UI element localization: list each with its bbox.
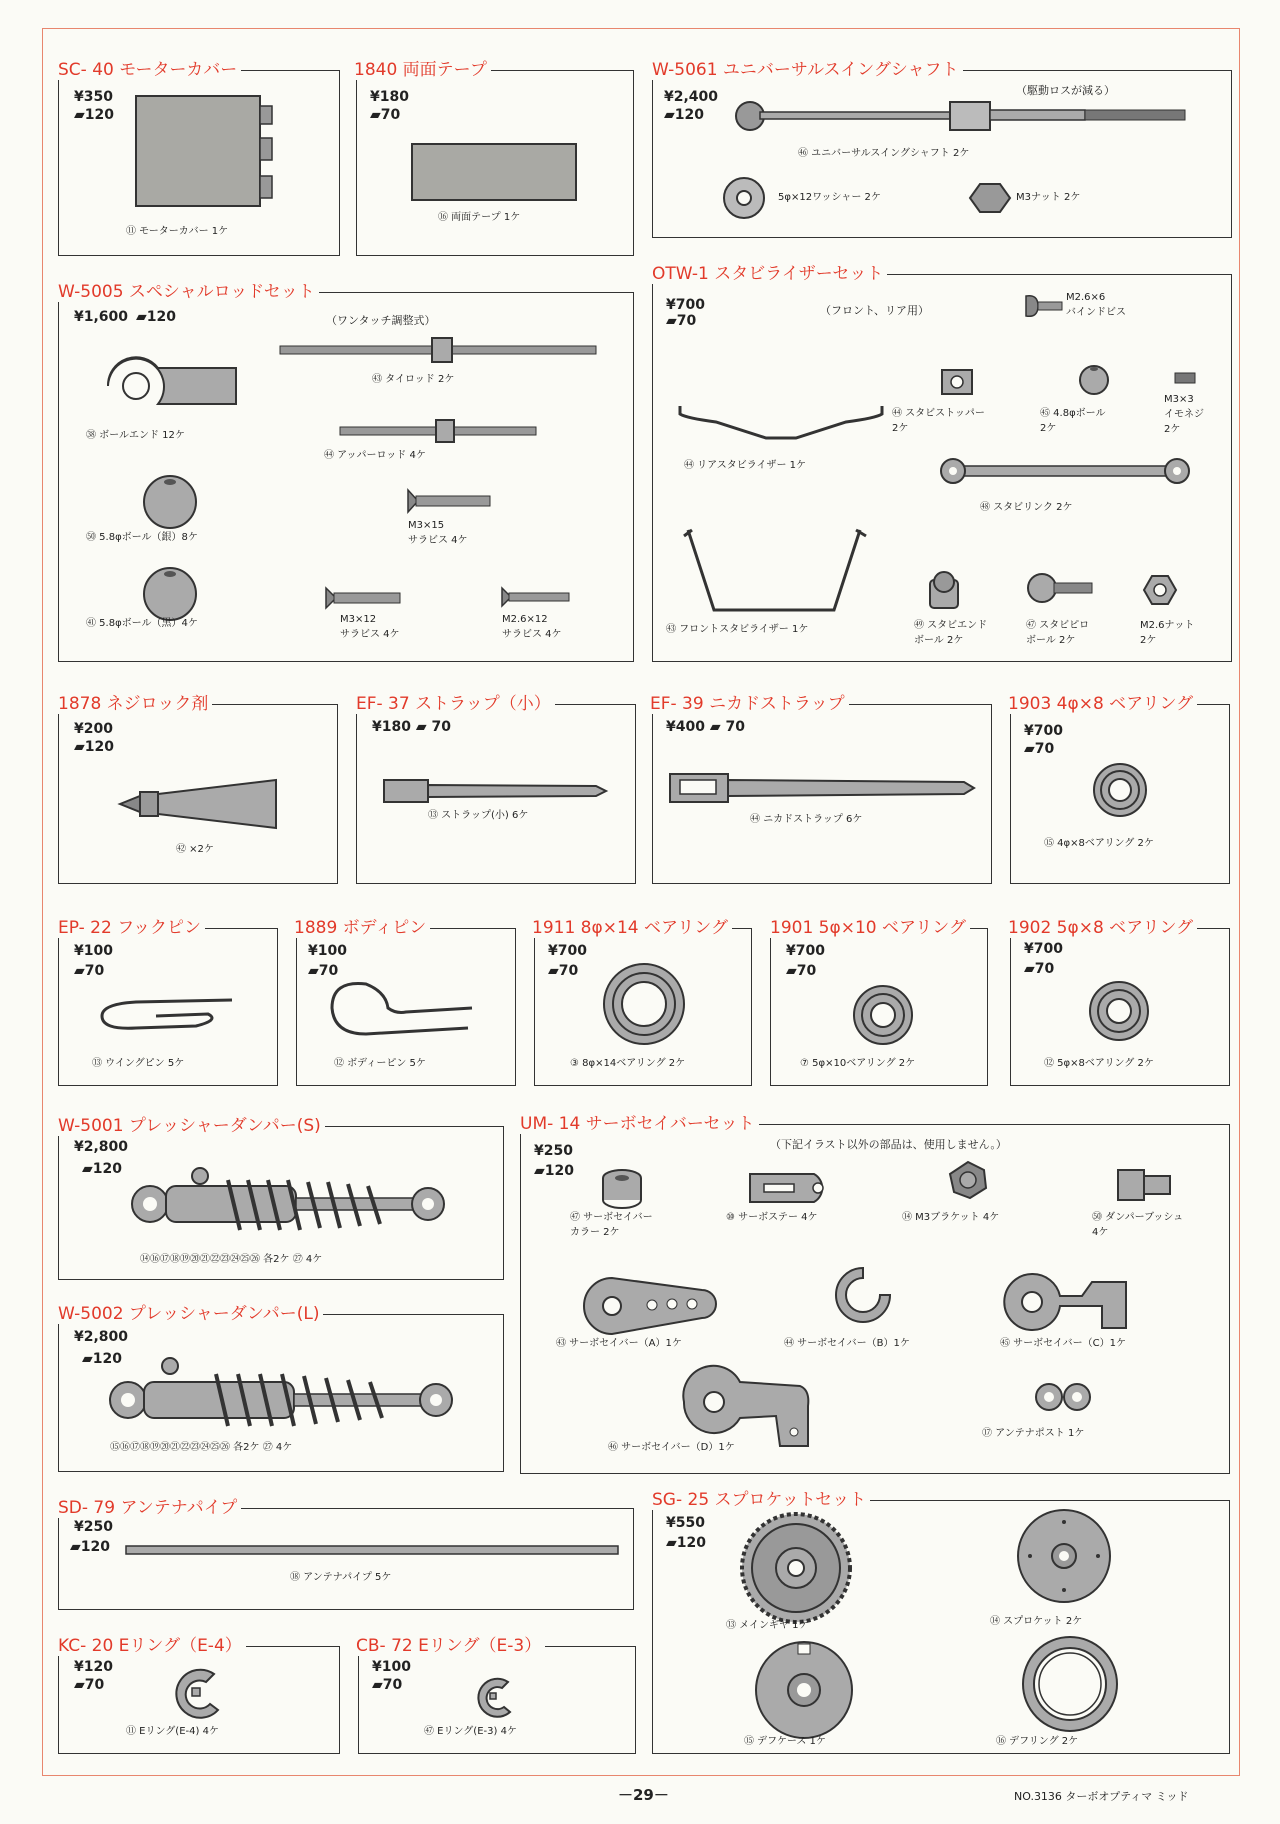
section-1840-title: 1840 両面テープ bbox=[354, 60, 491, 80]
motor-cover-illustration bbox=[130, 92, 280, 212]
points-icon: ▰ bbox=[1024, 961, 1035, 977]
caption: ㊻ ユニバーサルスイングシャフト 2ケ bbox=[798, 148, 970, 159]
bearing-5x10-illustration bbox=[852, 984, 914, 1046]
price: ¥2,400 bbox=[664, 89, 719, 105]
caption: M3×3 イモネジ 2ケ bbox=[1164, 394, 1204, 435]
price: ¥100 bbox=[308, 943, 347, 959]
bind-screw-illustration bbox=[1024, 294, 1064, 318]
points: ▰70 bbox=[666, 313, 697, 329]
price: ¥2,800 bbox=[74, 1329, 129, 1345]
front-stabilizer-illustration bbox=[680, 528, 870, 618]
price: ¥2,800 bbox=[74, 1139, 129, 1155]
antenna-post-illustration bbox=[1034, 1382, 1094, 1412]
points: ▰120 bbox=[82, 1161, 123, 1177]
strap-small-illustration bbox=[382, 776, 608, 806]
caption: ㊼ サーボセイバー カラー 2ケ bbox=[570, 1212, 653, 1238]
damper-bush-illustration bbox=[1116, 1168, 1174, 1202]
points: ▰70 bbox=[372, 1677, 403, 1693]
section-otw1-title: OTW-1 スタビライザーセット bbox=[652, 264, 887, 284]
servo-saver-b-illustration bbox=[832, 1264, 894, 1326]
screw-m3x15-illustration bbox=[408, 490, 492, 512]
caption: ㊼ Eリング(E-3) 4ケ bbox=[424, 1726, 517, 1737]
section-1889-title: 1889 ボディピン bbox=[294, 918, 430, 938]
section-sg25-title: SG- 25 スプロケットセット bbox=[652, 1490, 870, 1510]
caption: ㊽ スタビリンク 2ケ bbox=[980, 502, 1073, 513]
section-ef39-title: EF- 39 ニカドストラップ bbox=[650, 694, 849, 714]
points-icon: ▰ bbox=[372, 1677, 383, 1693]
caption: ㊿ 5.8φボール（銀）8ケ bbox=[86, 532, 198, 543]
caption: ⑱ アンテナパイプ 5ケ bbox=[290, 1572, 392, 1583]
points-icon: ▰ bbox=[1024, 741, 1035, 757]
points: ▰120 bbox=[136, 309, 177, 325]
note: （下記イラスト以外の部品は、使用しません。） bbox=[770, 1138, 1007, 1151]
caption: ⑩ サーボステー 4ケ bbox=[726, 1212, 818, 1223]
caption: ⑪ Eリング(E-4) 4ケ bbox=[126, 1726, 219, 1737]
price: ¥700 bbox=[548, 943, 587, 959]
price: ¥250 bbox=[74, 1519, 113, 1535]
page-number: －29－ bbox=[618, 1786, 669, 1804]
caption: M3×15 サラビス 4ケ bbox=[408, 520, 468, 546]
section-sd79 bbox=[58, 1508, 634, 1610]
ball-end-illustration bbox=[98, 350, 242, 422]
caption: M2.6×6 バインドビス bbox=[1066, 292, 1126, 318]
points: ▰70 bbox=[370, 107, 401, 123]
section-ep22-title: EP- 22 フックピン bbox=[58, 918, 205, 938]
points-icon: ▰ bbox=[74, 107, 85, 123]
set-screw-illustration bbox=[1174, 372, 1196, 384]
caption: ㊻ サーボセイバー（D）1ケ bbox=[608, 1442, 735, 1453]
points-icon: ▰ bbox=[74, 963, 85, 979]
caption: ㊺ サーボセイバー（C）1ケ bbox=[1000, 1338, 1127, 1349]
body-pin-illustration bbox=[326, 978, 474, 1040]
servo-saver-collar-illustration bbox=[600, 1168, 644, 1208]
tie-rod-illustration bbox=[280, 336, 600, 364]
caption: ㊸ タイロッド 2ケ bbox=[372, 374, 455, 385]
diff-ring-illustration bbox=[1020, 1634, 1120, 1734]
caption: ③ 8φ×14ベアリング 2ケ bbox=[570, 1058, 686, 1069]
servo-saver-d-illustration bbox=[680, 1366, 814, 1450]
section-1903-title: 1903 4φ×8 ベアリング bbox=[1008, 694, 1197, 714]
ball-black-illustration bbox=[142, 566, 198, 622]
caption: M3×12 サラビス 4ケ bbox=[340, 614, 400, 640]
price: ¥250 bbox=[534, 1143, 573, 1159]
bearing-4x8-illustration bbox=[1092, 762, 1148, 818]
section-1902-title: 1902 5φ×8 ベアリング bbox=[1008, 918, 1197, 938]
section-cb72-title: CB- 72 Eリング（E-3） bbox=[356, 1636, 545, 1656]
damper-l-illustration bbox=[106, 1354, 456, 1444]
upper-rod-illustration bbox=[340, 418, 540, 444]
antenna-pipe-illustration bbox=[124, 1544, 620, 1556]
price: ¥350 bbox=[74, 89, 113, 105]
section-1911-title: 1911 8φ×14 ベアリング bbox=[532, 918, 732, 938]
caption: ⑭ スプロケット 2ケ bbox=[990, 1616, 1083, 1627]
points: ▰120 bbox=[74, 107, 115, 123]
points-icon: ▰ bbox=[709, 719, 721, 735]
stabi-link-illustration bbox=[940, 458, 1190, 484]
section-sc40-title: SC- 40 モーターカバー bbox=[58, 60, 241, 80]
rear-stabilizer-illustration bbox=[676, 404, 886, 444]
caption: ㊹ リアスタビライザー 1ケ bbox=[684, 460, 807, 471]
section-ef37-title: EF- 37 ストラップ（小） bbox=[356, 694, 555, 714]
bearing-5x8-illustration bbox=[1088, 980, 1150, 1042]
caption: ㊶ 5.8φボール（黒）4ケ bbox=[86, 618, 198, 629]
points-icon: ▰ bbox=[534, 1163, 545, 1179]
points: ▰70 bbox=[74, 1677, 105, 1693]
caption: ㊹ アッパーロッド 4ケ bbox=[324, 450, 426, 461]
section-w5061-title: W-5061 ユニバーサルスイングシャフト bbox=[652, 60, 963, 80]
screw-lock-tube-illustration bbox=[118, 776, 280, 832]
price: ¥1,600 bbox=[74, 309, 129, 325]
caption: 5φ×12ワッシャー 2ケ bbox=[778, 192, 881, 203]
stabi-end-ball-illustration bbox=[926, 570, 966, 610]
points: ▰70 bbox=[786, 963, 817, 979]
caption: ⑫ 5φ×8ベアリング 2ケ bbox=[1044, 1058, 1154, 1069]
caption: ㊼ スタビピロ ボール 2ケ bbox=[1026, 620, 1090, 646]
stabi-stopper-illustration bbox=[940, 368, 974, 396]
caption: ⑬ ストラップ(小) 6ケ bbox=[428, 810, 529, 821]
price: ¥400 ▰ 70 bbox=[666, 719, 745, 735]
m26-nut-illustration bbox=[1142, 574, 1178, 606]
caption: ⑯ デフリング 2ケ bbox=[996, 1736, 1079, 1747]
caption: ㊷ ×2ケ bbox=[176, 844, 214, 855]
diff-case-illustration bbox=[754, 1640, 854, 1740]
servo-saver-a-illustration bbox=[582, 1272, 716, 1336]
caption: ㊸ フロントスタビライザー 1ケ bbox=[666, 624, 809, 635]
points: ▰120 bbox=[666, 1535, 707, 1551]
e-ring-e4-illustration bbox=[172, 1666, 230, 1720]
caption: ㊿ ダンパーブッシュ 4ケ bbox=[1092, 1212, 1184, 1238]
section-1878-title: 1878 ネジロック剤 bbox=[58, 694, 212, 714]
points-icon: ▰ bbox=[136, 309, 147, 325]
points: ▰120 bbox=[664, 107, 705, 123]
washer-illustration bbox=[722, 176, 766, 220]
points-icon: ▰ bbox=[415, 719, 427, 735]
price: ¥700 bbox=[786, 943, 825, 959]
price: ¥120 bbox=[74, 1659, 113, 1675]
points: ▰70 bbox=[1024, 741, 1055, 757]
caption: ⑪ モーターカバー 1ケ bbox=[126, 226, 229, 237]
caption: ⑭ M3ブラケット 4ケ bbox=[902, 1212, 1000, 1223]
note: （ワンタッチ調整式） bbox=[326, 314, 436, 327]
price: ¥550 bbox=[666, 1515, 705, 1531]
caption: ㊺ 4.8φボール 2ケ bbox=[1040, 408, 1106, 434]
price: ¥700 bbox=[1024, 941, 1063, 957]
points-icon: ▰ bbox=[666, 1535, 677, 1551]
bearing-8x14-illustration bbox=[602, 962, 686, 1046]
caption: ⑫ ボディーピン 5ケ bbox=[334, 1058, 426, 1069]
points: ▰70 bbox=[74, 963, 105, 979]
points: ▰120 bbox=[82, 1351, 123, 1367]
e-ring-e3-illustration bbox=[474, 1676, 520, 1718]
damper-s-illustration bbox=[128, 1160, 448, 1250]
caption: M2.6×12 サラビス 4ケ bbox=[502, 614, 562, 640]
note: （駆動ロスが減る） bbox=[1016, 84, 1115, 97]
points: ▰70 bbox=[1024, 961, 1055, 977]
caption: ㊾ スタビエンド ボール 2ケ bbox=[914, 620, 988, 646]
caption: ⑮ デフケース 1ケ bbox=[744, 1736, 826, 1747]
caption: ㊳ ボールエンド 12ケ bbox=[86, 430, 185, 441]
price: ¥700 bbox=[1024, 723, 1063, 739]
points-icon: ▰ bbox=[74, 1677, 85, 1693]
ball-silver-illustration bbox=[142, 474, 198, 530]
points: ▰70 bbox=[548, 963, 579, 979]
double-tape-illustration bbox=[410, 142, 580, 202]
nicad-strap-illustration bbox=[668, 770, 978, 806]
section-sd79-title: SD- 79 アンテナパイプ bbox=[58, 1498, 241, 1518]
price: ¥180 bbox=[370, 89, 409, 105]
caption: ⑮ 4φ×8ベアリング 2ケ bbox=[1044, 838, 1154, 849]
points-icon: ▰ bbox=[70, 1539, 81, 1555]
footer-model: NO.3136 ターボオプティマ ミッド bbox=[1014, 1790, 1189, 1803]
points-icon: ▰ bbox=[308, 963, 319, 979]
swing-shaft-illustration bbox=[730, 96, 1190, 136]
caption: ⑬ ウイングピン 5ケ bbox=[92, 1058, 185, 1069]
ball-48-illustration bbox=[1078, 364, 1110, 396]
caption: ⑭⑯⑰⑱⑲⑳㉑㉒㉓㉔㉕㉖ 各2ケ ㉗ 4ケ bbox=[140, 1254, 323, 1265]
section-um14-title: UM- 14 サーボセイバーセット bbox=[520, 1114, 759, 1134]
caption: ⑰ アンテナポスト 1ケ bbox=[982, 1428, 1085, 1439]
points-icon: ▰ bbox=[786, 963, 797, 979]
price: ¥200 bbox=[74, 721, 113, 737]
caption: M2.6ナット 2ケ bbox=[1140, 620, 1195, 646]
points: ▰120 bbox=[74, 739, 115, 755]
points: ▰70 bbox=[308, 963, 339, 979]
points-icon: ▰ bbox=[82, 1161, 93, 1177]
servo-stay-illustration bbox=[748, 1170, 844, 1206]
points-icon: ▰ bbox=[664, 107, 675, 123]
screw-m26x12-illustration bbox=[502, 588, 572, 606]
caption: ⑦ 5φ×10ベアリング 2ケ bbox=[800, 1058, 916, 1069]
section-1901-title: 1901 5φ×10 ベアリング bbox=[770, 918, 970, 938]
caption: ⑬ メインギヤ 1ケ bbox=[726, 1620, 809, 1631]
caption: ㊹ ニカドストラップ 6ケ bbox=[750, 814, 863, 825]
caption: ㊸ サーボセイバー（A）1ケ bbox=[556, 1338, 682, 1349]
nut-illustration bbox=[966, 182, 1014, 214]
wing-pin-illustration bbox=[96, 990, 236, 1040]
stabi-pillow-ball-illustration bbox=[1026, 572, 1096, 606]
sprocket-illustration bbox=[1016, 1508, 1112, 1604]
points: ▰120 bbox=[70, 1539, 111, 1555]
caption: M3ナット 2ケ bbox=[1016, 192, 1081, 203]
points-icon: ▰ bbox=[548, 963, 559, 979]
price: ¥180 ▰ 70 bbox=[372, 719, 451, 735]
points: ▰120 bbox=[534, 1163, 575, 1179]
m3-bracket-illustration bbox=[948, 1160, 988, 1200]
section-w5001-title: W-5001 プレッシャーダンパー(S) bbox=[58, 1116, 325, 1136]
points-icon: ▰ bbox=[370, 107, 381, 123]
screw-m3x12-illustration bbox=[326, 588, 402, 608]
caption: ⑮⑯⑰⑱⑲⑳㉑㉒㉓㉔㉕㉖ 各2ケ ㉗ 4ケ bbox=[110, 1442, 293, 1453]
note: （フロント、リア用） bbox=[820, 304, 930, 317]
caption: ㊹ サーボセイバー（B）1ケ bbox=[784, 1338, 910, 1349]
price: ¥100 bbox=[372, 1659, 411, 1675]
points-icon: ▰ bbox=[82, 1351, 93, 1367]
caption: ㊹ スタビストッパー 2ケ bbox=[892, 408, 985, 434]
price: ¥100 bbox=[74, 943, 113, 959]
points-icon: ▰ bbox=[666, 313, 677, 329]
caption: ⑯ 両面テープ 1ケ bbox=[438, 212, 521, 223]
points-icon: ▰ bbox=[74, 739, 85, 755]
servo-saver-c-illustration bbox=[1002, 1268, 1132, 1332]
price: ¥700 bbox=[666, 297, 705, 313]
main-gear-illustration bbox=[740, 1512, 852, 1624]
section-w5002-title: W-5002 プレッシャーダンパー(L) bbox=[58, 1304, 323, 1324]
section-kc20-title: KC- 20 Eリング（E-4） bbox=[58, 1636, 246, 1656]
section-w5005-title: W-5005 スペシャルロッドセット bbox=[58, 282, 319, 302]
